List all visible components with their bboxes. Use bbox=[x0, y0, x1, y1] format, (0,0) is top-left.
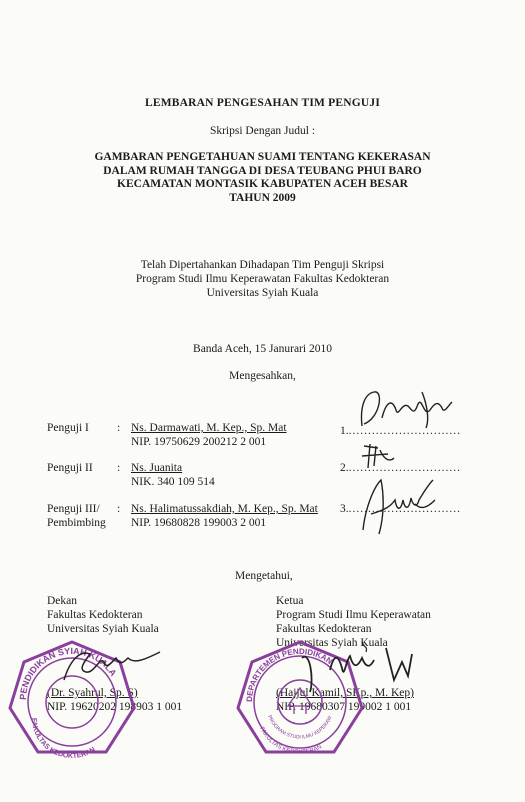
dean-faculty: Fakultas Kedokteran bbox=[47, 609, 143, 621]
signature-number: 1. bbox=[340, 425, 349, 437]
defense-line: Telah Dipertahankan Dihadapan Tim Penguji Skripsi bbox=[140, 259, 385, 271]
examiner-1-role: Penguji I bbox=[47, 422, 89, 434]
stamp-left-bottom-text: FAKULTAS KEDOKTERAN bbox=[29, 717, 97, 761]
thesis-title-line: KECAMATAN MONTASIK KABUPATEN ACEH BESAR bbox=[117, 178, 408, 190]
examiner-2-id: NIK. 340 109 514 bbox=[131, 476, 215, 488]
examiner-1-id: NIP. 19750629 200212 2 001 bbox=[131, 436, 267, 448]
stamp-left-outer-text: PENDIDIKAN SYIAH KUALA bbox=[17, 645, 119, 701]
examiner-colon: : bbox=[117, 422, 121, 434]
stamp-right-inner-text: PROGRAM STUDI ILMU KEPERAW bbox=[266, 714, 334, 741]
dean-name: (Dr. Syahrul, Sp. S) bbox=[47, 687, 138, 699]
examiner-1-name: Ns. Darmawati, M. Kep., Sp. Mat bbox=[131, 422, 287, 434]
head-program: Program Studi Ilmu Keperawatan bbox=[276, 609, 431, 621]
acknowledged-label: Mengetahui, bbox=[235, 570, 293, 582]
thesis-title-line: DALAM RUMAH TANGGA DI DESA TEUBANG PHUI BARO bbox=[103, 164, 422, 177]
head-title: Ketua bbox=[276, 595, 304, 607]
head-name: (Hajjul Kamil, SKp., M. Kep) bbox=[276, 687, 414, 699]
document-title: LEMBARAN PENGESAHAN TIM PENGUJI bbox=[144, 97, 381, 109]
examiner-3-block bbox=[131, 502, 318, 530]
dean-title: Dekan bbox=[47, 595, 78, 607]
examiner-colon: : bbox=[117, 503, 121, 515]
signature-examiner-1 bbox=[352, 388, 462, 434]
defense-line: Universitas Syiah Kuala bbox=[206, 287, 319, 299]
stamp-right-outer-text: DEPARTEMEN PENDIDIKAN bbox=[244, 646, 335, 703]
signature-examiner-3 bbox=[355, 470, 455, 540]
examiner-2-block bbox=[131, 461, 215, 489]
examiner-3-role-line: Pembimbing bbox=[47, 517, 106, 529]
signature-line-1: 1.............................. bbox=[340, 425, 461, 437]
thesis-title-line: GAMBARAN PENGETAHUAN SUAMI TENTANG KEKERASAN bbox=[94, 151, 431, 163]
signature-dean bbox=[60, 640, 170, 690]
examiner-3-role bbox=[47, 502, 106, 530]
examiner-2-role: Penguji II bbox=[47, 462, 93, 474]
signature-line-2: 2.............................. bbox=[340, 462, 461, 474]
thesis-title bbox=[0, 151, 525, 205]
examiner-3-id: NIP. 19680828 199003 2 001 bbox=[131, 517, 267, 529]
head-university: Universitas Syiah Kuala bbox=[276, 637, 388, 649]
signature-number: 2. bbox=[340, 462, 349, 474]
examiner-3-name: Ns. Halimatussakdiah, M. Kep., Sp. Mat bbox=[131, 503, 318, 515]
dean-university: Universitas Syiah Kuala bbox=[47, 623, 159, 635]
examiner-1-block bbox=[131, 421, 287, 449]
signature-examiner-2 bbox=[358, 440, 418, 470]
stamp-right-bottom-text: FAKULTAS KEDOKTERAN bbox=[258, 726, 323, 756]
defense-statement bbox=[0, 258, 525, 300]
signature-head bbox=[290, 640, 420, 696]
thesis-title-line: TAHUN 2009 bbox=[229, 191, 296, 204]
signature-line-3: 3.............................. bbox=[340, 503, 461, 515]
head-faculty: Fakultas Kedokteran bbox=[276, 623, 372, 635]
examiner-2-name: Ns. Juanita bbox=[131, 462, 183, 474]
dean-id: NIP. 19620202 198903 1 001 bbox=[47, 701, 183, 713]
examiner-colon: : bbox=[117, 462, 121, 474]
defense-line: Program Studi Ilmu Keperawatan Fakultas Kedokteran bbox=[135, 273, 390, 285]
document-subtitle: Skripsi Dengan Judul : bbox=[209, 125, 316, 137]
place-date: Banda Aceh, 15 Janurari 2010 bbox=[193, 343, 332, 355]
dean-block bbox=[47, 594, 159, 636]
signature-number: 3. bbox=[340, 503, 349, 515]
examiner-3-role-line: Penguji III/ bbox=[47, 503, 100, 515]
approval-label: Mengesahkan, bbox=[229, 370, 296, 382]
head-id: NIP. 19680307 199002 1 001 bbox=[276, 701, 412, 713]
